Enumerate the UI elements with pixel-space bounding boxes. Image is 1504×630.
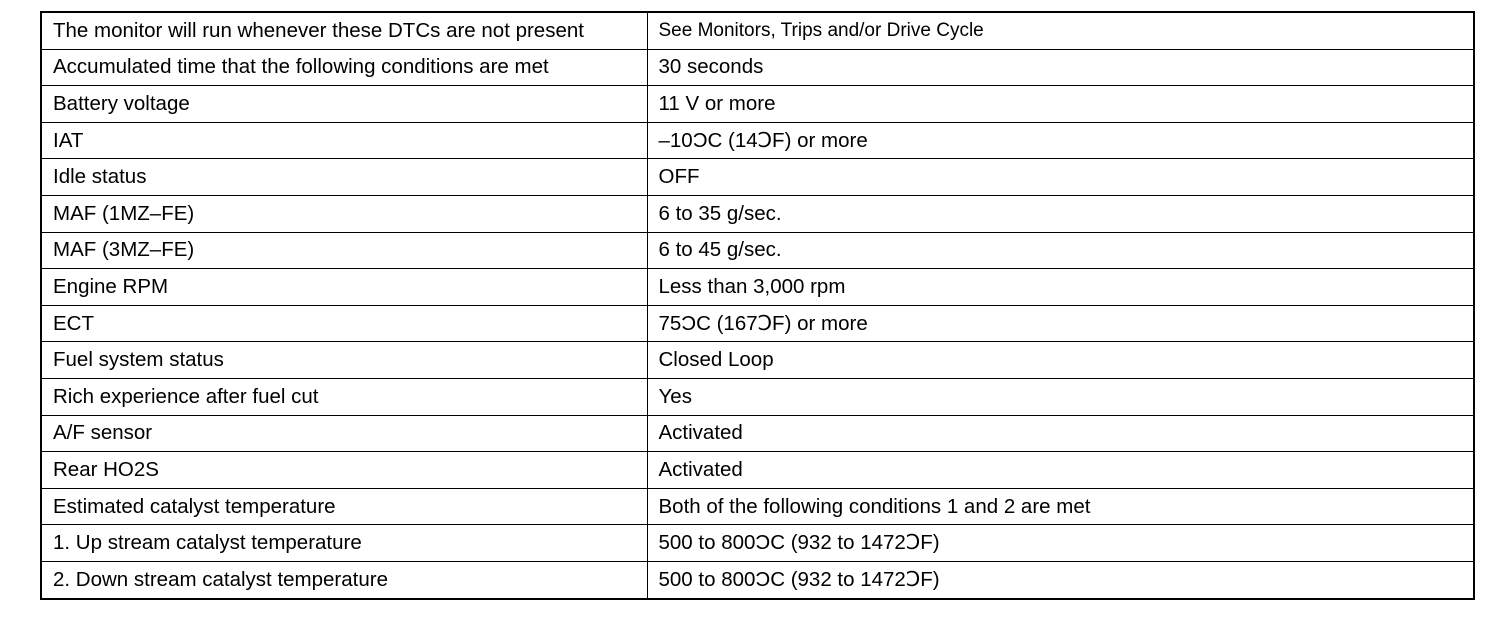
condition-label: Fuel system status [41, 342, 647, 379]
table-row [41, 12, 1474, 49]
table-body [41, 12, 1474, 599]
condition-label: Rich experience after fuel cut [41, 378, 647, 415]
condition-label: Engine RPM [41, 269, 647, 306]
table-row [41, 195, 1474, 232]
condition-label: Idle status [41, 159, 647, 196]
condition-value: See Monitors, Trips and/or Drive Cycle [647, 12, 1474, 49]
table-row [41, 488, 1474, 525]
condition-label: Estimated catalyst temperature [41, 488, 647, 525]
condition-label: MAF (1MZ–FE) [41, 195, 647, 232]
table-row [41, 452, 1474, 489]
condition-value: 500 to 800ƆC (932 to 1472ↃF) [647, 525, 1474, 562]
table-row [41, 525, 1474, 562]
condition-label: ECT [41, 305, 647, 342]
condition-value: –10ƆC (14ↃF) or more [647, 122, 1474, 159]
condition-label: IAT [41, 122, 647, 159]
condition-value: Closed Loop [647, 342, 1474, 379]
condition-value: Activated [647, 452, 1474, 489]
condition-label: Battery voltage [41, 86, 647, 123]
table-row [41, 49, 1474, 86]
table-row [41, 378, 1474, 415]
condition-label: 1. Up stream catalyst temperature [41, 525, 647, 562]
condition-value: OFF [647, 159, 1474, 196]
condition-label: The monitor will run whenever these DTCs are not present [41, 12, 647, 49]
condition-label: Rear HO2S [41, 452, 647, 489]
condition-value: Both of the following conditions 1 and 2 are met [647, 488, 1474, 525]
condition-label: 2. Down stream catalyst temperature [41, 561, 647, 598]
condition-value: 500 to 800ƆC (932 to 1472ↃF) [647, 561, 1474, 598]
condition-value: Activated [647, 415, 1474, 452]
table-row [41, 342, 1474, 379]
condition-value: 6 to 35 g/sec. [647, 195, 1474, 232]
condition-value: Less than 3,000 rpm [647, 269, 1474, 306]
table-row [41, 86, 1474, 123]
monitor-conditions-table [40, 11, 1475, 600]
condition-value: 75ƆC (167ↃF) or more [647, 305, 1474, 342]
table-row [41, 232, 1474, 269]
condition-value: Yes [647, 378, 1474, 415]
condition-value: 6 to 45 g/sec. [647, 232, 1474, 269]
condition-label: MAF (3MZ–FE) [41, 232, 647, 269]
condition-value: 30 seconds [647, 49, 1474, 86]
table-row [41, 415, 1474, 452]
table-row [41, 269, 1474, 306]
table-row [41, 122, 1474, 159]
table-row [41, 561, 1474, 598]
condition-label: Accumulated time that the following conditions are met [41, 49, 647, 86]
table-row [41, 305, 1474, 342]
table-row [41, 159, 1474, 196]
condition-value: 11 V or more [647, 86, 1474, 123]
condition-label: A/F sensor [41, 415, 647, 452]
